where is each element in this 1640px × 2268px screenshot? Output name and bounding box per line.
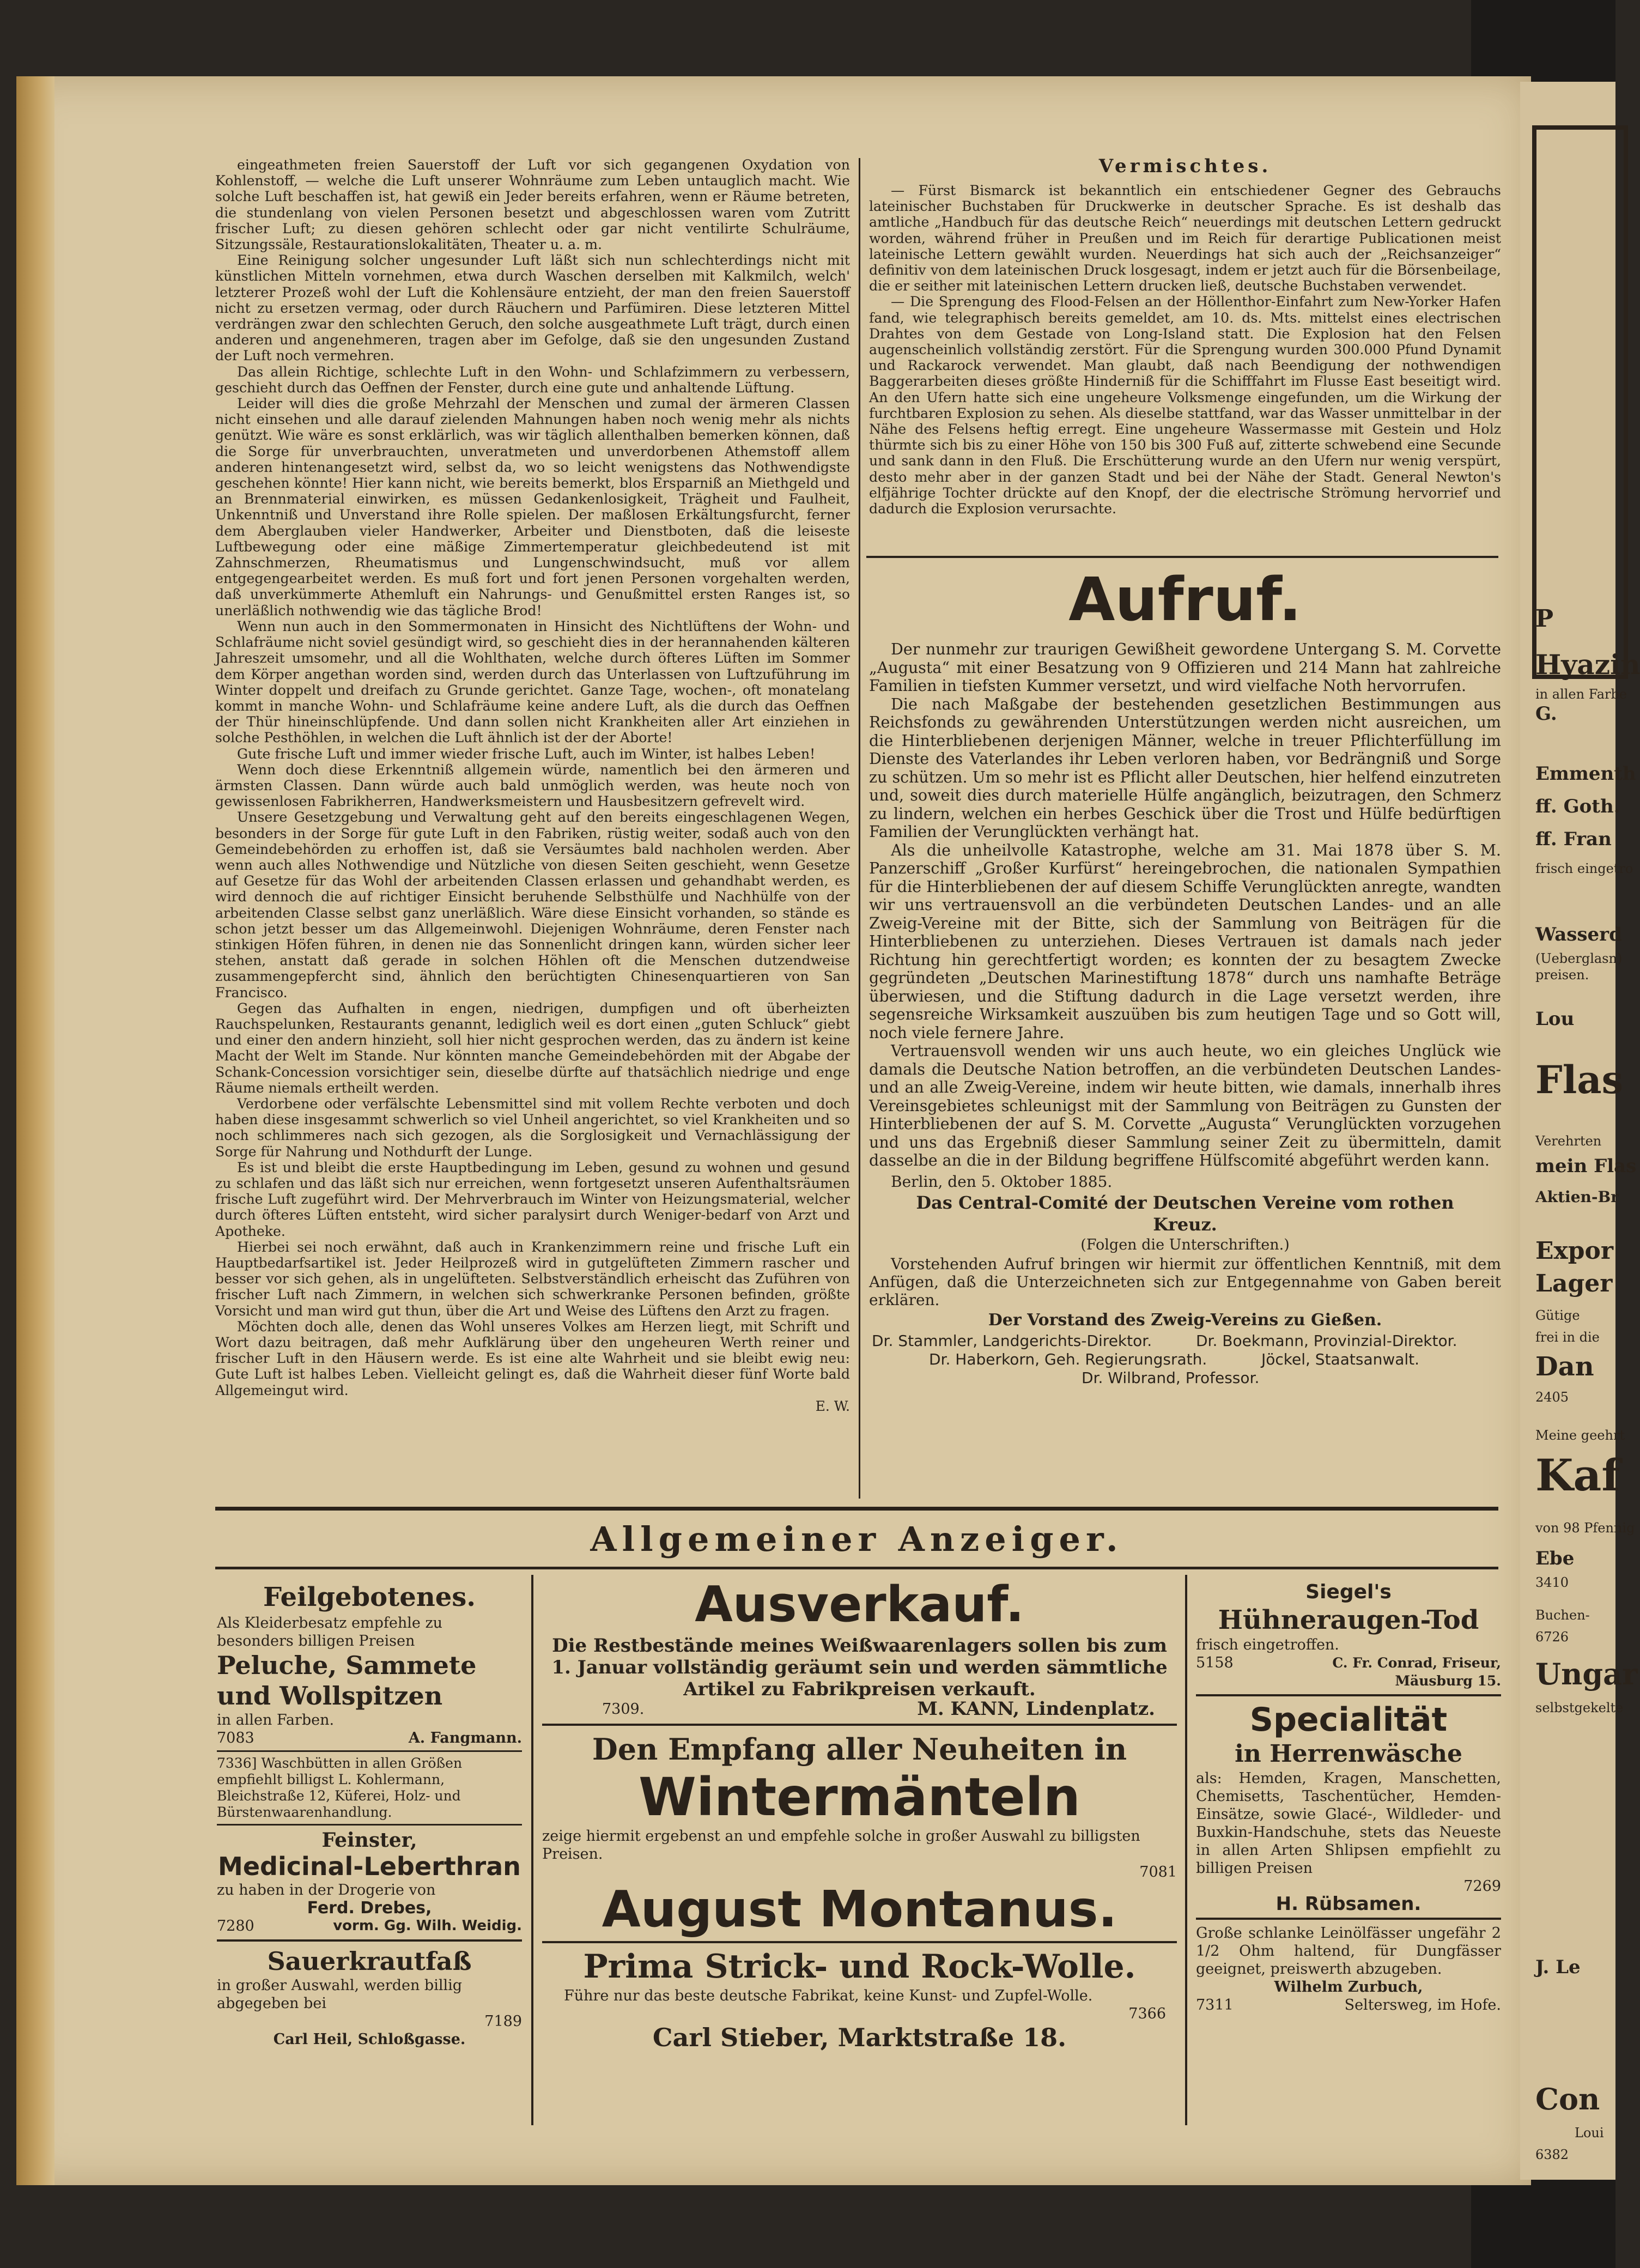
ad-headline: Sauerkrautfaß [267, 1946, 472, 1976]
ad-number: 7366 [1128, 2005, 1166, 2022]
np-fragment: G. [1535, 703, 1557, 725]
np-fragment: frisch eingetro [1535, 861, 1633, 876]
ad-text: Seltersweg, im Hofe. [1344, 1997, 1501, 2014]
np-fragment: Verehrten [1535, 1133, 1602, 1149]
np-fragment: Aktien-Br [1535, 1188, 1619, 1206]
ad-name: A. Fangmann. [408, 1730, 522, 1747]
aufruf-section [869, 564, 1501, 1501]
np-fragment: frei in die [1535, 1330, 1600, 1345]
aufruf-paragraph: Der nunmehr zur traurigen Gewißheit gewordene Untergang S. M. Corvette „Augusta“ mit einer Besatzung von 9 Offizieren und 214 Mann hat zahlreiche Familien in tiefsten Kummer versetzt, und wird vielfache Noth hervorrufen. [869, 640, 1501, 695]
ad-name: vorm. Gg. Wilh. Weidig. [333, 1918, 522, 1934]
signatory: Dr. Stammler, Landgerichts-Direktor. [872, 1331, 1152, 1350]
np-fragment: 6382 [1535, 2147, 1569, 2162]
np-fragment: Expor [1535, 1237, 1614, 1265]
np-fragment: Lager [1535, 1270, 1613, 1297]
np-fragment: 2405 [1535, 1390, 1569, 1405]
ausverkauf-title: Ausverkauf. [695, 1576, 1024, 1633]
np-fragment: in allen Farbe [1535, 687, 1627, 702]
ad-headline: Siegel's [1305, 1581, 1392, 1603]
ad-text: Große schlanke Leinölfässer ungefähr 2 1/2 Ohm haltend, für Dungfässer geeignet, preiswerth abzugeben. [1196, 1925, 1501, 1978]
np-fragment: ff. Fran [1535, 828, 1612, 850]
ad-rule [542, 1941, 1177, 1943]
ad-number: 5158 [1196, 1654, 1234, 1671]
np-fragment: J. Le [1535, 1956, 1581, 1978]
np-fragment: Hyazin [1535, 648, 1640, 681]
article-paragraph: Gegen das Aufhalten in engen, niedrigen, dumpfigen und oft überheizten Rauchspelunken, Restaurants genannt, lediglich weil es dort einen „guten Schluck“ giebt und einer den andern hinzieht, soll hier nicht gesprochen werden, das zu ändern ist keine Macht der Welt im Stande. Nur könnten manche Gemeindebehörden mit der Abgabe der Schank-Concession vorsichtiger sein, dieselbe dürfte auf thatsächlich niedrige und enge Räume niemals ertheilt werden. [215, 1000, 850, 1096]
signatory: Dr. Boekmann, Provinzial-Direktor. [1196, 1331, 1457, 1350]
ad-divider [531, 1575, 533, 2125]
montanus-headline: August Montanus. [602, 1880, 1117, 1938]
ad-name: H. Rübsamen. [1275, 1893, 1422, 1915]
ad-rule [1196, 1918, 1501, 1920]
np-fragment: Con [1535, 2082, 1600, 2117]
ad-headline: in Herrenwäsche [1235, 1740, 1462, 1768]
anzeiger-rule-top [215, 1507, 1498, 1511]
ad-headline: Peluche, Sammete und Wollspitzen [217, 1651, 477, 1711]
ad-name: Ferd. Drebes, [307, 1899, 432, 1918]
np-fragment: Flas [1535, 1057, 1624, 1102]
wintermaenteln-headline: Wintermänteln [639, 1767, 1080, 1828]
article-paragraph: Unsere Gesetzgebung und Verwaltung geht auf den bereits eingeschlagenen Wegen, besonders in der Sorge für gute Luft in den Fabriken, rüstig weiter, sodaß auch von den Gemeindebehörden zu erhoffen ist, daß sie Versäumtes bald nachholen werden. Aber wenn auch alles Nothwendige und Nützliche von diesen Seiten geschieht, wenn Gesetze auf Gesetze für das Wohl der arbeitenden Classen erlassen und gehandhabt werden, es wird dennoch die auf richtiger Einsicht beruhende Selbsthülfe und Nachhülfe von der arbeitenden Classe selbst ganz unerläßlich. Wäre diese Einsicht vorhanden, so stände es schon jetzt besser um das Allgemeinwohl. Diejenigen Wohnräume, deren Fenster nach stinkigen Höfen führen, in denen nie das Sonnenlicht dringen kann, würden sicher leer stehen, anstatt daß gerade in solchen Höhlen oft die Menschen dutzendweise zusammengepfercht sind, ähnlich den berüchtigten Chinesenquartieren von San Francisco. [215, 809, 850, 1000]
ad-text: frisch eingetroffen. [1196, 1636, 1339, 1653]
np-fragment: Kaf [1535, 1450, 1620, 1501]
np-fragment: von 98 Pfennig [1535, 1520, 1635, 1536]
ad-text: in großer Auswahl, werden billig abgegeben bei [217, 1977, 463, 2012]
ad-name: Carl Stieber, Marktstraße 18. [652, 2023, 1067, 2052]
ausverkauf-text: Die Restbestände meines Weißwaarenlagers sollen bis zum 1. Januar vollständig geräumt sein und werden sämmtliche Artikel zu Fabrikpreisen verkauft. [551, 1635, 1168, 1700]
aufruf-closing: Vorstehenden Aufruf bringen wir hiermit zur öffentlichen Kenntniß, mit dem Anfügen, daß die Unterzeichneten sich zur Entgegennahme von Gaben bereit erklären. [869, 1254, 1501, 1309]
aufruf-paragraph: Vertrauensvoll wenden wir uns auch heute, wo ein gleiches Unglück wie damals die Deutsche Nation betroffen, an die verbündeten Deutschen Landes- und an alle Zweig-Vereine, indem wir heute bitten, wie damals, innerhalb ihres Vereinsgebietes schleunigst mit der Sammlung von Beiträgen zu Gunsten der Hinterbliebenen der auf S. M. Corvette „Augusta“ Verunglückten vorzugehen und uns das Ergebniß dieser Sammlung seiner Zeit zu übermitteln, damit dasselbe an die in der Bildung begriffene Hülfscomité abgeführt werden kann. [869, 1042, 1501, 1169]
ad-name: Carl Heil, Schloßgasse. [273, 2031, 466, 2048]
aufruf-paragraph: Die nach Maßgabe der bestehenden gesetzlichen Bestimmungen aus Reichsfonds zu gewährenden Unterstützungen werden nicht ausreichen, um die Hinterbliebenen derjenigen Männer, welche in treuer Pflichterfüllung im Dienste des Vaterlandes ihr Leben verloren haben, vor Bedrängniß und Sorge zu schützen. Um so mehr ist es Pflicht aller Deutschen, hier helfend einzutreten und, soweit dies durch materielle Hülfe angänglich, beizutragen, den Schmerz zu lindern, welchen ein herbes Geschick über die Trost und Hülfe bedürftigen Familien der Verunglückten verhängt hat. [869, 695, 1501, 841]
ad-headline: Specialität [1249, 1701, 1448, 1739]
ad-number: 7083 [217, 1730, 254, 1747]
aufruf-title: Aufruf. [1068, 565, 1302, 634]
ad-text: Führe nur das beste deutsche Fabrikat, keine Kunst- und Zupfel-Wolle. [564, 1987, 1093, 2004]
np-fragment: Emmenth [1535, 763, 1636, 785]
ad-rule [1196, 1694, 1501, 1696]
signatory: Dr. Wilbrand, Professor. [1082, 1368, 1260, 1387]
next-page-fragment [1520, 82, 1640, 2180]
feilgebotenes-heading: Feilgebotenes. [263, 1582, 476, 1612]
np-fragment: Meine geehrt [1535, 1428, 1625, 1443]
ad-number: 7280 [217, 1918, 254, 1935]
np-fragment: Gütige [1535, 1308, 1580, 1323]
ad-number: 7269 [1463, 1878, 1501, 1895]
ad-headline: Medicinal-Leberthran [218, 1852, 521, 1881]
ad-number: 7309. [602, 1701, 645, 1718]
aufruf-board: Der Vorstand des Zweig-Vereins zu Gießen. [988, 1310, 1382, 1330]
np-fragment: P [1535, 605, 1554, 633]
article-paragraph: Hierbei sei noch erwähnt, daß auch in Krankenzimmern reine und frische Luft ein Hauptbedarfsartikel ist. Jeder Heilprozeß wird in gutgelüfteten Zimmern rascher und besser vor sich gehen, als in ungelüfteten. Selbstverständlich erheischt das Zuführen von frischer Luft nach Zimmern, in welchen sich schwerkranke Personen befinden, größte Vorsicht und man wird gut thun, über die Art und Weise des Lüftens den Arzt zu fragen. [215, 1239, 850, 1319]
np-fragment: Ungar [1535, 1657, 1638, 1691]
np-fragment: Dan [1535, 1351, 1594, 1382]
np-fragment: Loui [1575, 2125, 1604, 2140]
vermischtes-heading: Vermischtes. [1098, 155, 1272, 177]
anzeiger-rule-bottom [215, 1567, 1498, 1569]
ad-divider [1185, 1575, 1187, 2125]
article-column [215, 157, 850, 1497]
np-fragment: Lou [1535, 1008, 1575, 1030]
ad-number: 7081 [1139, 1864, 1177, 1881]
np-fragment: preisen. [1535, 967, 1589, 983]
np-fragment: mein Flas [1535, 1155, 1637, 1177]
ad-name: Wilhelm Zurbuch, [1274, 1979, 1423, 1996]
vermischtes-section [869, 155, 1501, 550]
news-paragraph: — Fürst Bismarck ist bekanntlich ein entschiedener Gegner des Gebrauchs lateinischer Buchstaben für Druckwerke in deutscher Sprache. Es ist deshalb das amtliche „Handbuch für das deutsche Reich“ neuerdings mit deutschen Lettern gedruckt worden, während früher in Preußen und im Reich für derartige Publicationen meist lateinische Lettern gewählt wurden. Neuerdings hat sich auch der „Reichsanzeiger“ definitiv von dem lateinischen Druck losgesagt, indem er jetzt auch für die Börsenbeilage, die er seither mit lateinischen Lettern drucken ließ, deutsche Buchstaben verwendet. [869, 183, 1501, 294]
article-paragraph: Das allein Richtige, schlechte Luft in den Wohn- und Schlafzimmern zu verbessern, geschieht durch das Oeffnen der Fenster, durch eine gute und anhaltende Lüftung. [215, 363, 850, 396]
ad-text: Als Kleiderbesatz empfehle zu besonders billigen Preisen [217, 1615, 443, 1650]
ad-number: 7189 [484, 2013, 522, 2030]
ad-name: C. Fr. Conrad, Friseur, Mäusburg 15. [1332, 1655, 1501, 1689]
ad-text: zu haben in der Drogerie von [217, 1882, 436, 1899]
article-signature: E. W. [815, 1398, 850, 1414]
ad-rule [542, 1724, 1177, 1726]
aufruf-committee: Das Central-Comité der Deutschen Vereine vom rothen Kreuz. [916, 1192, 1454, 1235]
np-fragment: selbstgekelte [1535, 1700, 1624, 1715]
np-fragment: Wasserd [1535, 924, 1622, 945]
signatory: Dr. Haberkorn, Geh. Regierungsrath. [929, 1350, 1207, 1368]
aufruf-date: Berlin, den 5. Oktober 1885. [891, 1172, 1113, 1191]
ad-text: 7336] Waschbütten in allen Größen empfiehlt billigst L. Kohlermann, Bleichstraße 12, Küferei, Holz- und Bürstenwaarenhandlung. [217, 1755, 463, 1820]
ad-rule [217, 1824, 522, 1826]
article-paragraph: Wenn nun auch in den Sommermonaten in Hinsicht des Nichtlüftens der Wohn- und Schlafräume nicht soviel gesündigt wird, so geschieht dies in der herannahenden kälteren Jahreszeit umsomehr, und all die Wohlthaten, welche durch öfteres Lüften im Sommer dem Körper angethan worden sind, werden durch das Unterlassen von Luftzuführung im Winter doppelt und dreifach zu Grunde gerichtet. Ganze Tage, wochen-, oft monatelang kommt in manche Wohn- und Schlafräume keine andere Luft, als die durch das Oeffnen der Thür hineinschlüpfende. Und dann sollen nicht Krankheiten aller Art einziehen in solche Pesthöhlen, in welchen die Luft ähnlich ist der der Aborte! [215, 618, 850, 746]
article-paragraph: Verdorbene oder verfälschte Lebensmittel sind mit vollem Rechte verboten und doch haben diese insgesammt schwerlich so viel Unheil angerichtet, so viel Krankheiten und so noch schlimmeres nach sich gezogen, als die Sorglosigkeit und Vernachlässigung der Sorge für Nahrung und Nothdurft der Lunge. [215, 1095, 850, 1160]
ad-headline: Hühneraugen-Tod [1218, 1605, 1479, 1635]
ad-number: 7311 [1196, 1997, 1234, 2014]
article-paragraph: Wenn doch diese Erkenntniß allgemein würde, namentlich bei den ärmeren und ärmsten Classen. Dann würde auch bald unmöglich werden, was heute noch von gewissenlosen Fabrikherren, Handwerksmeistern und Hausbesitzern gefrevelt wird. [215, 761, 850, 810]
middle-ads-column [542, 1575, 1177, 2125]
ad-rule [217, 1750, 522, 1752]
article-paragraph: Leider will dies die große Mehrzahl der Menschen und zumal der ärmeren Classen nicht einsehen und alle darauf zielenden Mahnungen haben noch wenig mehr als nichts genützt. Wie wäre es sonst erklärlich, was wir täglich allenthalben bemerken können, daß die Sorge für unverbrauchten, unveratmeten und unverdorbenen Athemstoff allem anderen hintenangesetzt wird, selbst da, wo so leicht wenigstens das Nothwendigste geschehen könnte! Hier kann nicht, wie bereits bemerkt, blos Ersparniß an Miethgeld und an Brennmaterial einwirken, es müssen Gedankenlosigkeit, Trägheit und Faulheit, Unkenntniß und Unverstand ihre Rolle spielen. Der maßlosen Erkältungsfurcht, ferner dem Aberglauben vieler Handwerker, Arbeiter und Dienstboten, daß die leiseste Luftbewegung oder eine mäßige Zimmertemperatur gleichbedeutend ist mit Zahnschmerzen, Rheumatismus und Lungenschwindsucht, muß vor allem entgegengearbeitet werden. Es muß fort und fort jenen Personen vorgehalten werden, daß unverkümmerte Athemluft ein Nahrungs- und Genußmittel ersten Ranges ist, so unerläßlich nothwendig wie das tägliche Brod! [215, 396, 850, 618]
news-paragraph: — Die Sprengung des Flood-Felsen an der Höllenthor-Einfahrt zum New-Yorker Hafen fand, wie telegraphisch bereits gemeldet, am 10. ds. Mts. mittelst eines electrischen Drahtes von dem Gestade von Long-Island statt. Die Explosion hat den Felsen augenscheinlich vollständig zerstört. Für die Sprengung wurden 300.000 Pfund Dynamit und Rackarock verwendet. Man glaubt, daß nach Beendigung der nothwendigen Baggerarbeiten dieses größte Hinderniß für die Schifffahrt im Flusse East beseitigt wird. An den Ufern hatte sich eine ungeheure Volksmenge eingefunden, um die Wirkung der furchtbaren Explosion zu sehen. Als dieselbe stattfand, war das Wasser unmittelbar in der Nähe des Felsens heftig erregt. Eine ungeheure Wassermasse mit Gestein und Holz thürmte sich bis zu einer Höhe von 150 bis 300 Fuß auf, zitterte schwebend eine Secunde und sank dann in den Fluß. Die Erschütterung wurde an den Ufern nur wenig verspürt, desto mehr aber in der ganzen Stadt und bei der Nähe der Stadt. General Newton's elfjährige Tochter drückte auf den Knopf, der die electrische Strömung hervorrief und dadurch die Explosion verursachte. [869, 294, 1501, 517]
ad-headline: Prima Strick- und Rock-Wolle. [583, 1948, 1136, 1986]
ad-name: M. KANN, Lindenplatz. [917, 1698, 1155, 1720]
np-fragment: Buchen- [1535, 1608, 1590, 1623]
article-paragraph: Es ist und bleibt die erste Hauptbedingung im Leben, gesund zu wohnen und gesund zu schlafen und das läßt sich nur erreichen, wenn fortgesetzt unseren Aufenthaltsräumen frische Luft zugeführt wird. Der Mehrverbrauch im Winter von Heizungsmaterial, welcher durch öfteres Lüften entsteht, wird sicher paralysirt durch Weniger-bedarf von Arzt und Apotheke. [215, 1159, 850, 1239]
book-spine [16, 76, 54, 2185]
next-page-frame [1532, 125, 1628, 679]
ad-headline: Den Empfang aller Neuheiten in [592, 1732, 1127, 1767]
np-fragment: (Ueberglasn) [1535, 951, 1623, 966]
np-fragment: 3410 [1535, 1575, 1569, 1590]
article-paragraph: Möchten doch alle, denen das Wohl unseres Volkes am Herzen liegt, mit Schrift und Wort dazu beitragen, daß mehr Aufklärung über den ungeheuren Werth reiner und frischer Luft in den Häusern werde. Es ist eine alte Wahrheit und sie bleibt ewig neu: Gute Luft ist halbes Leben. Vielleicht gelingt es, daß die Wahrheit dieser fünf Worte bald Allgemeingut wird. [215, 1318, 850, 1398]
section-rule [866, 556, 1498, 558]
anzeiger-title: Allgemeiner Anzeiger. [590, 1519, 1123, 1559]
column-divider [859, 158, 860, 1499]
article-paragraph: Eine Reinigung solcher ungesunder Luft läßt sich nun schlechterdings nicht mit künstlichen Mitteln vornehmen, etwa durch Waschen derselben mit Kalkmilch, welch' letzterer Prozeß wohl der Luft die Kohlensäure entzieht, der man den freien Sauerstoff nicht zu ersetzen vermag, oder durch Räuchern und Parfümiren. Diese letzteren Mittel verdrängen zwar den schlechten Geruch, den solche ausgeathmete Luft trägt, durch einen anderen und angenehmeren, tragen aber im Gefolge, daß sie den ungesunden Zustand der Luft noch vermehren. [215, 252, 850, 364]
right-ads-column [1196, 1580, 1501, 2125]
ad-headline: Feinster, [321, 1829, 417, 1852]
np-fragment: ff. Goth. [1535, 796, 1620, 817]
ad-text: zeige hiermit ergebenst an und empfehle solche in großer Auswahl zu billigsten Preisen. [542, 1828, 1140, 1863]
signatory: Jöckel, Staatsanwalt. [1261, 1350, 1420, 1368]
ad-rule [217, 1939, 522, 1942]
feilgebotenes-column [217, 1580, 522, 2125]
np-fragment: 6726 [1535, 1629, 1569, 1645]
ad-text: in allen Farben. [217, 1712, 335, 1729]
article-paragraph: eingeathmeten freien Sauerstoff der Luft vor sich gegangenen Oxydation von Kohlenstoff, — welche die Luft unserer Wohnräume zum Leben untauglich macht. Wie solche Luft beschaffen ist, hat gewiß ein Jeder bereits erfahren, wenn er Räume betreten, die stundenlang von vielen Personen besetzt und abgeschlossen waren vom Zutritt frischer Luft; zu diesen gehören schlecht oder gar nicht ventilirte Schulräume, Sitzungssäle, Restaurationslokalitäten, Theater u. a. m. [215, 157, 850, 253]
aufruf-paragraph: Als die unheilvolle Katastrophe, welche am 31. Mai 1878 über S. M. Panzerschiff „Großer Kurfürst“ hereingebrochen, die nationalen Sympathien für die Hinterbliebenen der auf diesem Schiffe Verunglückten anregte, wandten wir uns vertrauensvoll an die verbündeten Deutschen Landes- und an alle Zweig-Vereine mit der Bitte, sich der Sammlung von Beiträgen für die Hinterbliebenen zu unterziehen. Dieses Vertrauen ist damals nach jeder Richtung hin gerechtfertigt worden; es konnten der zu besagtem Zwecke gegründeten „Deutschen Marinestiftung 1878“ durch uns namhafte Beträge überwiesen, und die Stiftung dadurch in die Lage versetzt werden, ihre segensreiche Wirksamkeit auszuüben bis zum heutigen Tage und so Gott will, noch viele fernere Jahre. [869, 841, 1501, 1042]
ad-text: als: Hemden, Kragen, Manschetten, Chemisetts, Taschentücher, Hemden-Einsätze, sowie Glacé-, Wildleder- und Buxkin-Handschuhe, stets das Neueste in allen Arten Shlipsen empfiehlt zu billigen Preisen [1196, 1770, 1501, 1877]
np-fragment: Ebe [1535, 1548, 1575, 1569]
aufruf-note: (Folgen die Unterschriften.) [1080, 1236, 1290, 1253]
article-paragraph: Gute frische Luft und immer wieder frische Luft, auch im Winter, ist halbes Leben! [237, 745, 816, 762]
